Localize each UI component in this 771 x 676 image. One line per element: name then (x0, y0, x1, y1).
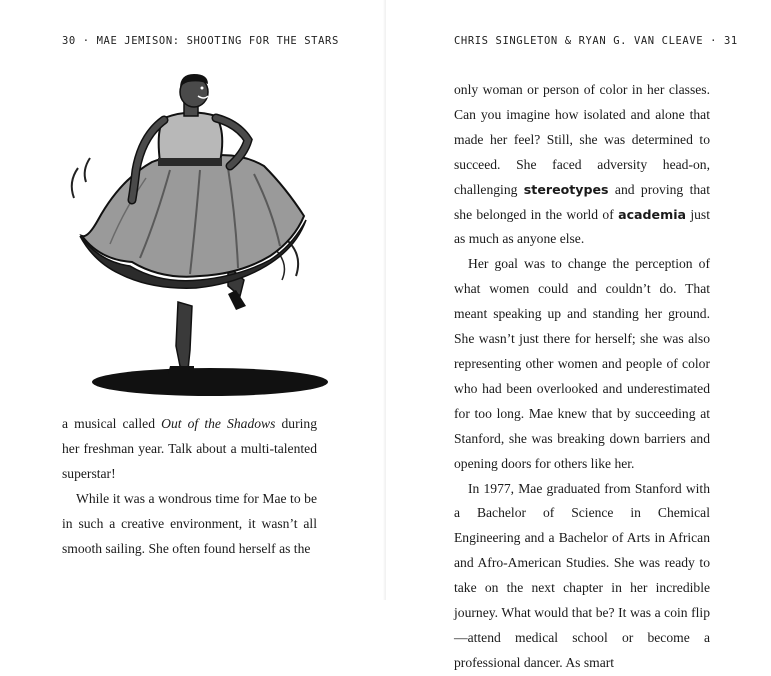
right-p1-text-a: only woman or person of color in her classes. Can you imagine how isolated and alone that made her feel? Still, she was determined to succeed. She faced adversity head-on, challenging (454, 82, 710, 197)
woman-dancing-illustration (60, 70, 330, 400)
right-paragraph-3: In 1977, Mae graduated from Stanford with a Bachelor of Science in Chemical Engineering and a Bachelor of Arts in African and Afro-American Studies. She was ready to take on the next chapter in her incredible journey. What would that be? It was a coin flip—attend medical school or become a professional dancer. As smart (454, 480, 710, 670)
left-p1-text-a: a musical called (62, 416, 162, 431)
right-paragraph-2: Her goal was to change the perception of what women could and couldn’t do. That meant speaking up and standing her ground. She wasn’t just there for herself; she was also representing other women and people of color who had been overlooked and underestimated for too long. Mae knew that by succeeding at Stanford, she was breaking down barriers and opening doors for others like her. (454, 256, 710, 471)
left-p1-text-b: during her freshman year. Talk about a multi-talented superstar! (62, 416, 317, 481)
right-running-head: CHRIS SINGLETON & RYAN G. VAN CLEAVE · 31 (454, 35, 738, 47)
left-page (0, 0, 385, 600)
keyword-stereotypes: stereotypes (523, 181, 609, 197)
right-page (386, 0, 771, 670)
left-body-text (62, 412, 317, 561)
right-p1-text-b: and proving that she belonged in the world of (454, 181, 710, 222)
left-paragraph-2: While it was a wondrous time for Mae to be in such a creative environment, it wasn’t all smooth sailing. She often found herself as the (62, 490, 317, 556)
keyword-academia: academia (618, 206, 687, 222)
right-p1-text-c: just as much as anyone else. (454, 206, 711, 247)
right-paragraph-1 (454, 78, 710, 252)
right-body-text (454, 78, 710, 676)
left-running-head: 30 · MAE JEMISON: SHOOTING FOR THE STARS (62, 35, 339, 47)
musical-title: Out of the Shadows (161, 416, 276, 431)
left-paragraph-1 (62, 412, 317, 487)
